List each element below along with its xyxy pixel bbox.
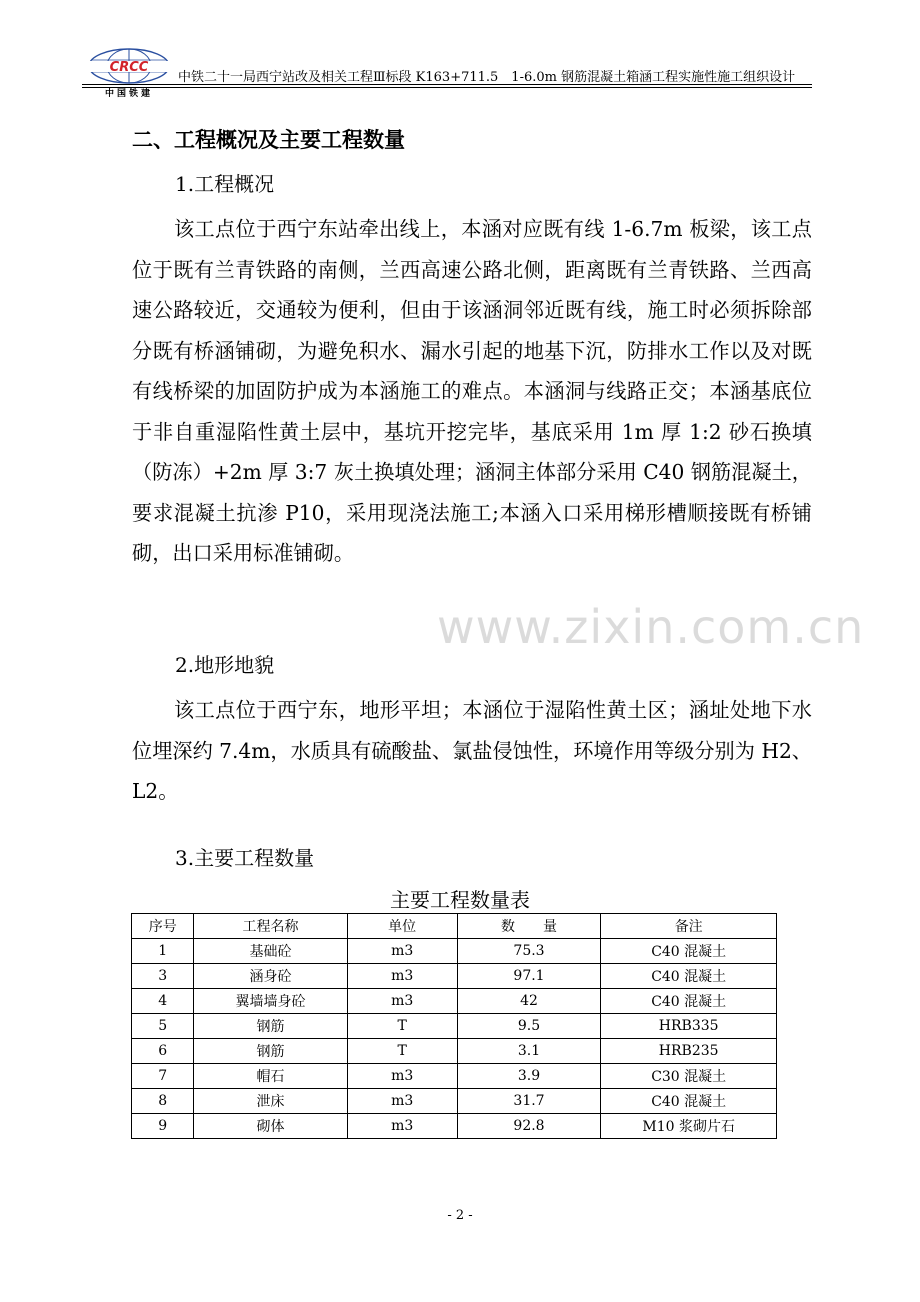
cell-unit: m3	[347, 939, 457, 964]
header-divider-thin	[82, 87, 812, 88]
cell-unit: T	[347, 1039, 457, 1064]
cell-no: 4	[132, 989, 194, 1014]
paragraph-overview: 该工点位于西宁东站牵出线上，本涵对应既有线 1-6.7m 板梁，该工点位于既有兰青铁路的南侧，兰西高速公路北侧，距离既有兰青铁路、兰西高速公路较近，交通较为便利，但由于该涵洞邻近既有线，施工时必须拆除部分既有桥涵铺砌，为避免积水、漏水引起的地基下沉，防排水工作以及对既有线桥梁的加固防护成为本涵施工的难点。本涵洞与线路正交；本涵基底位于非自重湿陷性黄土层中，基坑开挖完毕，基底采用 1m 厚 1:2 砂石换填（防冻）+2m 厚 3:7 灰土换填处理；涵洞主体部分采用 C40 钢筋混凝土，要求混凝土抗渗 P10，采用现浇法施工;本涵入口采用梯形槽顺接既有桥铺砌，出口采用标准铺砌。	[132, 217, 812, 565]
cell-no: 9	[132, 1114, 194, 1139]
table-row	[132, 1014, 777, 1039]
cell-unit: m3	[347, 964, 457, 989]
table-row	[132, 939, 777, 964]
page-number: - 2 -	[447, 1208, 473, 1223]
header-title: 中铁二十一局西宁站改及相关工程Ⅲ标段 K163+711.5 1-6.0m 钢筋混凝土箱涵工程实施性施工组织设计	[178, 70, 796, 85]
cell-remark: M10 浆砌片石	[601, 1114, 777, 1139]
table-row	[132, 1039, 777, 1064]
logo-text: CRCC	[109, 60, 149, 75]
col-header-remark: 备注	[601, 914, 777, 939]
cell-no: 8	[132, 1089, 194, 1114]
col-header-quantity: 数 量	[457, 914, 601, 939]
cell-quantity: 75.3	[457, 939, 601, 964]
cell-name: 帽石	[194, 1064, 347, 1089]
cell-remark: C40 混凝土	[601, 989, 777, 1014]
cell-remark: C40 混凝土	[601, 1089, 777, 1114]
cell-no: 3	[132, 964, 194, 989]
cell-unit: m3	[347, 989, 457, 1014]
cell-no: 1	[132, 939, 194, 964]
col-header-unit: 单位	[347, 914, 457, 939]
subheading-quantities: 3.主要工程数量	[175, 846, 315, 870]
cell-name: 钢筋	[194, 1039, 347, 1064]
cell-unit: T	[347, 1014, 457, 1039]
logo-subtitle: 中国铁建	[104, 89, 154, 98]
col-header-no: 序号	[132, 914, 194, 939]
table-row	[132, 1089, 777, 1114]
cell-quantity: 9.5	[457, 1014, 601, 1039]
cell-name: 泄床	[194, 1089, 347, 1114]
table-row	[132, 964, 777, 989]
quantities-table	[131, 913, 777, 1139]
cell-unit: m3	[347, 1114, 457, 1139]
table-row	[132, 1064, 777, 1089]
cell-remark: HRB335	[601, 1014, 777, 1039]
cell-name: 翼墙墙身砼	[194, 989, 347, 1014]
cell-no: 5	[132, 1014, 194, 1039]
cell-quantity: 92.8	[457, 1114, 601, 1139]
section-heading: 二、工程概况及主要工程数量	[132, 127, 405, 152]
cell-no: 7	[132, 1064, 194, 1089]
table-caption: 主要工程数量表	[390, 888, 530, 912]
subheading-terrain: 2.地形地貌	[175, 653, 275, 677]
table-header-row	[132, 914, 777, 939]
cell-name: 砌体	[194, 1114, 347, 1139]
cell-quantity: 31.7	[457, 1089, 601, 1114]
crcc-logo	[82, 46, 176, 98]
cell-unit: m3	[347, 1064, 457, 1089]
page-header	[82, 44, 812, 100]
cell-name: 基础砼	[194, 939, 347, 964]
cell-remark: HRB235	[601, 1039, 777, 1064]
subheading-overview: 1.工程概况	[175, 172, 275, 196]
cell-remark: C40 混凝土	[601, 939, 777, 964]
watermark: www.zixin.com.cn	[437, 600, 865, 654]
cell-quantity: 3.9	[457, 1064, 601, 1089]
cell-name: 钢筋	[194, 1014, 347, 1039]
cell-remark: C30 混凝土	[601, 1064, 777, 1089]
cell-remark: C40 混凝土	[601, 964, 777, 989]
cell-quantity: 97.1	[457, 964, 601, 989]
table-row	[132, 989, 777, 1014]
cell-unit: m3	[347, 1089, 457, 1114]
table-row	[132, 1114, 777, 1139]
cell-quantity: 3.1	[457, 1039, 601, 1064]
cell-no: 6	[132, 1039, 194, 1064]
header-divider	[82, 84, 812, 85]
cell-quantity: 42	[457, 989, 601, 1014]
paragraph-terrain: 该工点位于西宁东，地形平坦；本涵位于湿陷性黄土区；涵址处地下水位埋深约 7.4m，水质具有硫酸盐、氯盐侵蚀性，环境作用等级分别为 H2、L2。	[132, 698, 812, 803]
cell-name: 涵身砼	[194, 964, 347, 989]
col-header-name: 工程名称	[194, 914, 347, 939]
